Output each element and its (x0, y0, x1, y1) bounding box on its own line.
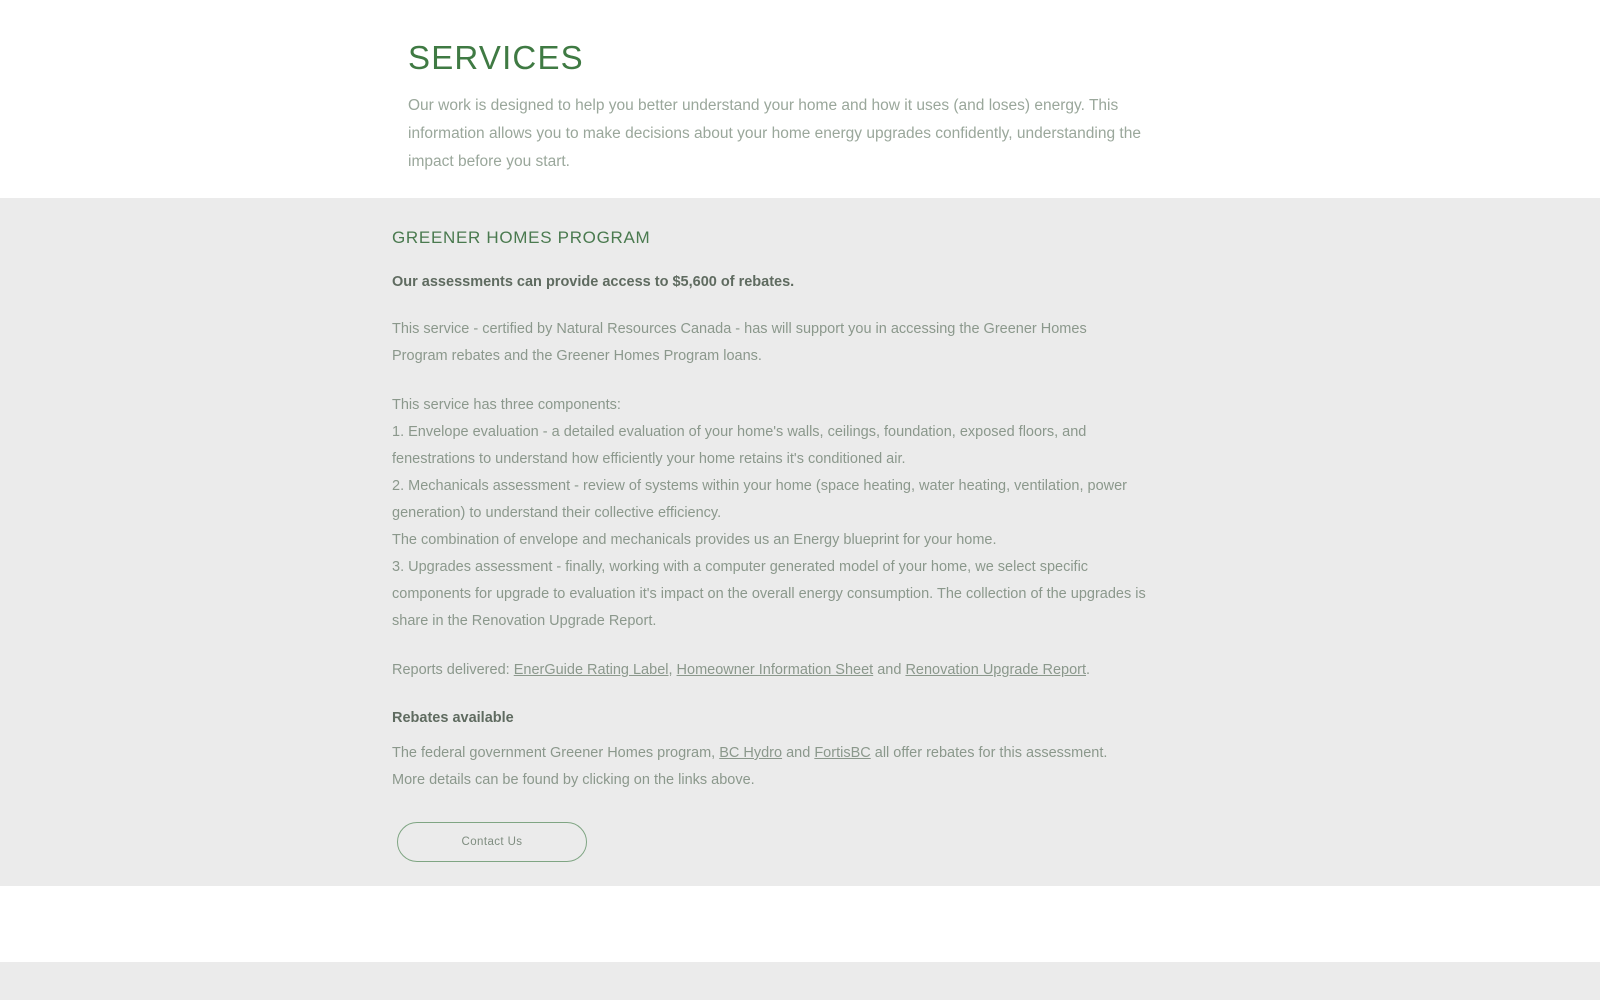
rebates-available-heading: Rebates available (392, 710, 514, 726)
program-intro-paragraph: This service - certified by Natural Resources Canada - has will support you in accessing the Greener Homes Program rebates and the Greener Homes Program loans. (392, 321, 1087, 364)
link-homeowner-information-sheet[interactable]: Homeowner Information Sheet (676, 662, 874, 678)
page-title: SERVICES (408, 39, 584, 76)
reports-prefix: Reports delivered: (392, 662, 514, 678)
components-block (392, 392, 1192, 635)
link-fortisbc[interactable]: FortisBC (814, 745, 871, 761)
contact-us-button[interactable]: Contact Us (397, 822, 587, 862)
component-item-3: 3. Upgrades assessment - finally, working with a computer generated model of your home, we select specific components for upgrade to evaluation it's impact on the overall energy consumption. The collection of the upgrades is share in the Renovation Upgrade Report. (392, 559, 1146, 629)
program-section (0, 198, 1600, 886)
component-item-2: 2. Mechanicals assessment - review of systems within your home (space heating, water heating, ventilation, power generation) to understand their collective efficiency. (392, 478, 1128, 521)
component-item-1: 1. Envelope evaluation - a detailed evaluation of your home's walls, ceilings, foundation, exposed floors, and fenestrations to understand how efficiently your home retains it's conditioned air. (392, 424, 1087, 467)
link-energuide-rating-label[interactable]: EnerGuide Rating Label (513, 662, 669, 678)
section-title-greener-homes: GREENER HOMES PROGRAM (392, 228, 651, 247)
link-renovation-upgrade-report[interactable]: Renovation Upgrade Report (905, 662, 1087, 678)
program-content (392, 228, 1192, 862)
hero-description: Our work is designed to help you better understand your home and how it uses (and loses) energy. This information allows you to make decisions about your home energy upgrades confidently, understanding the impact before you start. (408, 97, 1141, 171)
rebates-prefix: The federal government Greener Homes program, (392, 745, 720, 761)
rebates-available-paragraph (392, 740, 1137, 794)
rebates-suffix: all offer rebates for this assessment. More details can be found by clicking on the links above. (392, 745, 1108, 788)
reports-suffix: . (1086, 662, 1091, 678)
rebate-headline: Our assessments can provide access to $5,600 of rebates. (392, 274, 795, 290)
white-spacer (0, 886, 1600, 962)
hero-content (408, 40, 1188, 176)
footer-strip (0, 962, 1600, 1000)
component-note: The combination of envelope and mechanicals provides us an Energy blueprint for your home. (392, 532, 997, 548)
link-bc-hydro[interactable]: BC Hydro (719, 745, 783, 761)
hero-section (0, 0, 1600, 200)
components-intro: This service has three components: (392, 397, 621, 413)
rebates-separator-1: and (782, 745, 815, 761)
reports-separator-1: , (668, 662, 677, 678)
reports-separator-2: and (873, 662, 906, 678)
reports-delivered-paragraph (392, 657, 1137, 684)
